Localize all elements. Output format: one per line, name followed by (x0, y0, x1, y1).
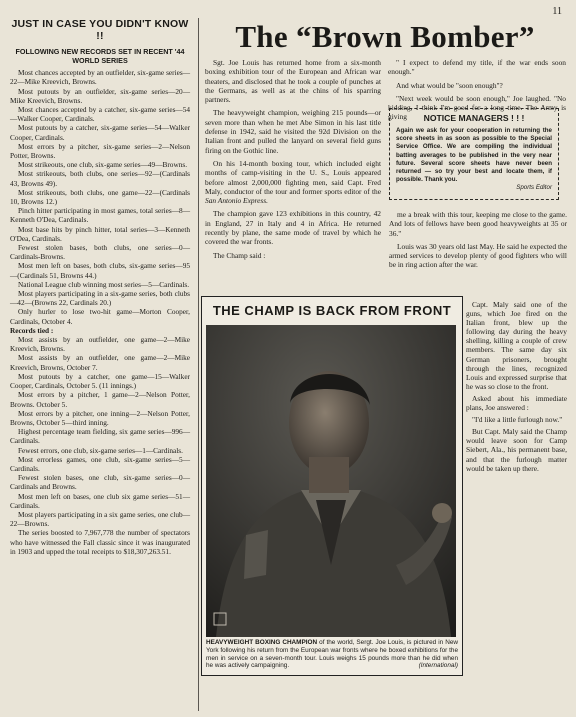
record-item: Most men left on bases, one club six game series—51—Cardinals. (10, 491, 190, 510)
record-item: Most chances accepted by a catcher, six-game series—54—Walker Cooper, Cardinals. (10, 105, 190, 124)
record-item: Most errorless games, one club, six-game series—5—Cardinals. (10, 454, 190, 473)
article-paragraph: Sgt. Joe Louis has returned home from a six-month boxing exhibition tour of the European and African war theaters, and disclosed that he took a couple of punches at the Germans, as well as at the chins of his sparring partners. (205, 58, 381, 105)
page-number: 11 (552, 6, 562, 17)
record-item: National League club winning most series—5—Cardinals. (18, 279, 190, 289)
column-divider (198, 18, 199, 711)
record-item: Most errors by a pitcher, six-game series—2—Nelson Potter, Browns. (10, 141, 190, 161)
record-item: Most chances accepted by an outfielder, six-game series—22—Mike Kreevich, Browns. (10, 68, 190, 87)
article-paragraph: " I expect to defend my title, if the war ends soon enough." (388, 58, 566, 77)
newspaper-name: San Antonio Express. (205, 196, 269, 206)
record-item: Most strikeouts, one club, six-game series—49—Browns. (18, 160, 188, 170)
records-list (10, 68, 190, 326)
photo-illustration (206, 325, 456, 637)
article-paragraph: Louis was 30 years old last May. He said he expected the armed services to develop plenty of good fighters who will be in ring action after the war. (389, 241, 567, 270)
record-item: Fewest errors, one club, six-game series—1—Cardinals. (18, 445, 183, 455)
record-item: Most strikeouts, both clubs, one game—22—(Cardinals 10, Browns 12.) (10, 187, 190, 207)
article-paragraph: "I'd like a little furlough now." (472, 415, 563, 425)
record-item: Fewest stolen bases, one club, six-game series—0—Cardinals and Browns. (10, 473, 190, 492)
article-paragraph: On his 14-month boxing tour, which included eight months of camp-visiting in the U. S., Louis appeared before almost 2,000,000 fighting men, said Capt. Fred Maly, conductor of the tour and former sports editor of the San Antonio Express. (205, 158, 381, 206)
record-item: Pinch hitter participating in most games, total series—8—Kenneth O'Dea, Cardinals. (10, 206, 190, 225)
soldier-photo (206, 325, 456, 637)
record-item: Most players participating in a six-game series, both clubs—42—(Browns 22, Cardinals 20.) (10, 289, 190, 308)
records-sidebar (10, 18, 190, 556)
photo-title: THE CHAMP IS BACK FROM FRONT (212, 303, 452, 318)
record-item: Most putouts by a catcher, six-game series—54—Walker Cooper, Cardinals. (10, 123, 190, 142)
record-item: Only hurler to lose two-hit game—Morton Cooper, Cardinals, October 4. (10, 307, 190, 326)
record-item: The series boosted to 7,967,778 the number of spectators who have witnessed the Fall classic since it was inaugurated in 1903 and upped the total receipts to $18,307,263.51. (10, 528, 190, 556)
article-column-1 (205, 58, 381, 264)
record-item: Most men left on bases, both clubs, six-game series—95—(Cardinals 51, Browns 44.) (10, 261, 190, 280)
record-item: Most errors by a pitcher, one inning—2—Nelson Potter, Browns, October 5—third inning. (10, 408, 190, 427)
record-item: Most errors by a pitcher, 1 game—2—Nelson Potter, Browns. October 5. (10, 390, 190, 409)
record-item: Most putouts by a catcher, one game—15—Walker Cooper, Cardinals, October 5. (11 innings.) (10, 371, 190, 391)
article-paragraph: Asked about his immediate plans, Joe answered : (466, 393, 567, 413)
record-item: Most assists by an outfielder, one game—2—Mike Kreevich, Browns, October 7. (10, 353, 190, 372)
article-column-3 (466, 300, 567, 476)
record-item: Most strikeouts, both clubs, one series—92—(Cardinals 43, Browns 49). (10, 169, 190, 188)
article-paragraph: And what would be "soon enough"? (396, 80, 503, 90)
article-column-2-continued (389, 210, 567, 274)
sidebar-subtitle: FOLLOWING NEW RECORDS SET IN RECENT '44 WORLD SERIES (15, 47, 185, 65)
photo-credit: (International) (418, 662, 458, 670)
notice-title: NOTICE MANAGERS ! ! ! (423, 113, 525, 123)
article-paragraph: The Champ said : (213, 250, 266, 260)
article-paragraph: The heavyweight champion, weighing 215 pounds—or seven more than when he met Abe Simon in his last title defense in 1942, said he visited the 92d Division on the Italian front and pulled the lanyard on several field guns firing on the Gothic line. (205, 108, 381, 155)
record-item: Most players participating in a six game series, one club—22—Browns. (10, 509, 190, 529)
tied-records-list (10, 335, 190, 556)
article-paragraph: me a break with this tour, keeping me close to the game. And lots of fellows have been good heavyweights at 35 or 36." (389, 210, 567, 238)
records-tied-label: Records tied : (10, 325, 54, 335)
photo-feature (201, 296, 463, 676)
article-headline: The “Brown Bomber” (235, 19, 535, 54)
article-paragraph: The champion gave 123 exhibitions in this country, 42 in England, 27 in Italy and 4 in Africa. He returned recently by plane, the same mode of travel by which he covered the war fronts. (205, 209, 381, 247)
photo-caption: HEAVYWEIGHT BOXING CHAMPION of the world, Sergt. Joe Louis, is pictured in New York following his return from the European war fronts where he boxed exhibitions for the men in service on a seven-month tour. Louis weighs 15 pounds more than he did when he was actively campaigning. (International) (206, 639, 458, 670)
notice-signature: Sports Editor (516, 184, 552, 192)
record-item: Most base hits by pinch hitter, total series—3—Kenneth O'Dea, Cardinals. (10, 224, 190, 243)
article-paragraph: "Next week would be soon enough," Joe laughed. "No kidding, I think I'm good for a long time. The Army is giving (388, 93, 566, 122)
article-paragraph: But Capt. Maly said the Champ would leave soon for Camp Siebert, Ala., his permanent base, and that the furlough matter would be taken up there. (466, 427, 567, 473)
notice-box (389, 108, 559, 200)
record-item: Most putouts by an outfielder, six-game series—20—Mike Kreevich, Browns. (10, 86, 190, 105)
article-paragraph: Capt. Maly said one of the guns, which Joe fired on the Italian front, blew up the following day during the heavy shelling, killing a couple of crew members. The same day six German prisoners, brought through the lines, recognized Louis and expressed surprise that he was so close to the front. (466, 300, 567, 391)
notice-body: Again we ask for your cooperation in returning the score sheets in as soon as possible to the Special Service Office. We are compiling the individual batting averages to be published in the very near future. Several score sheets have never been returned — so try your best and locate them, if possible. Thank you. (396, 127, 552, 184)
sidebar-title: JUST IN CASE YOU DIDN'T KNOW !! (11, 18, 189, 42)
record-item: Most assists by an outfielder, one game—2—Mike Kreevich, Browns. (10, 335, 190, 354)
record-item: Fewest stolen bases, both clubs, one series—0—Cardinals-Browns. (10, 243, 190, 262)
record-item: Highest percentage team fielding, six game series—996—Cardinals. (10, 427, 190, 446)
